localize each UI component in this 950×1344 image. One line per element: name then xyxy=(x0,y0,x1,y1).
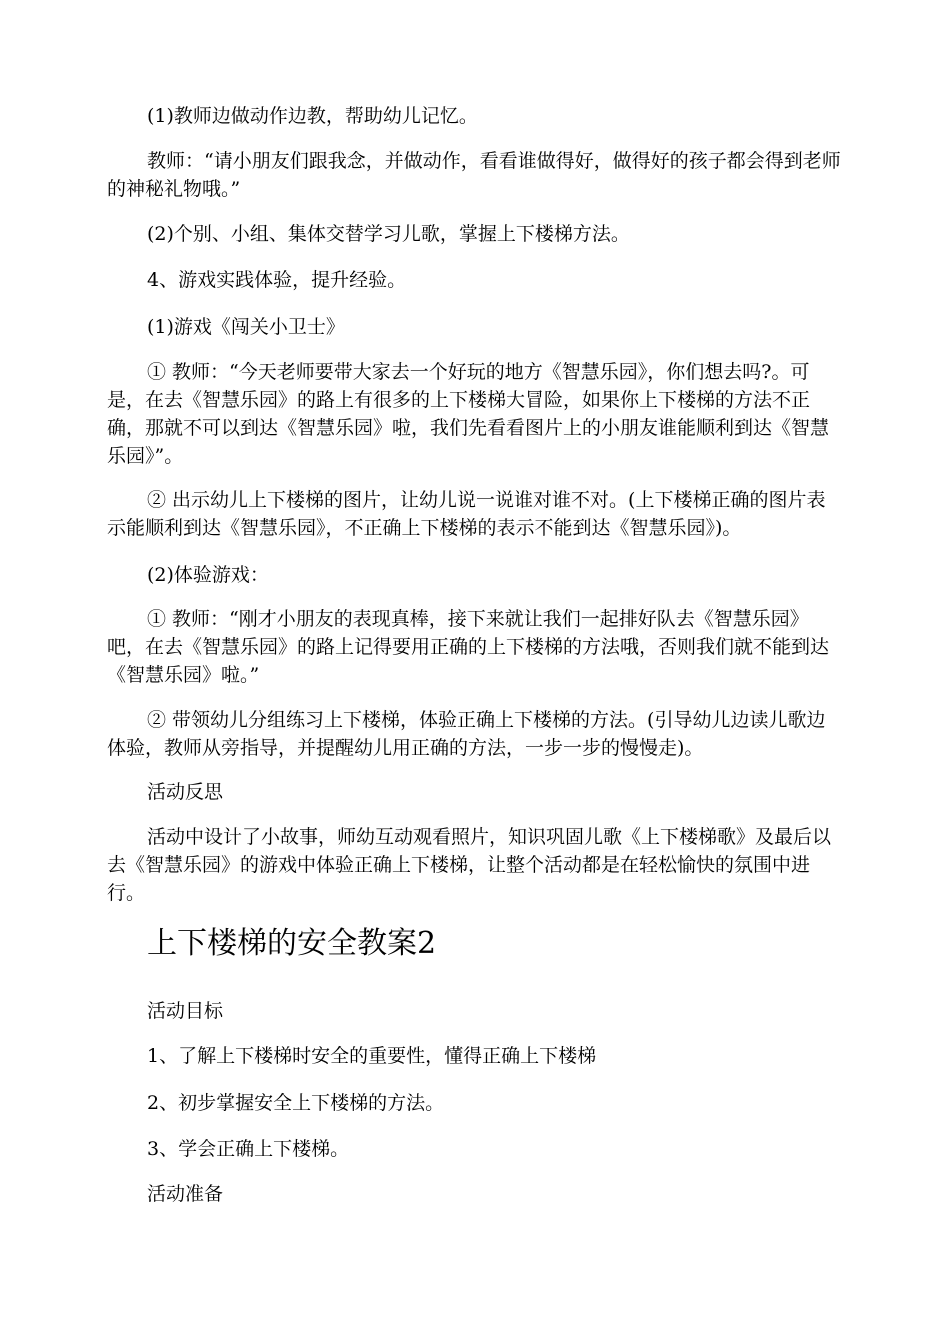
paragraph: 4、游戏实践体验，提升经验。 xyxy=(147,269,407,291)
section-label: 活动目标 xyxy=(147,1000,224,1022)
section-label: 活动准备 xyxy=(147,1183,224,1205)
paragraph: (2)体验游戏： xyxy=(147,564,269,586)
list-item: 2、初步掌握安全上下楼梯的方法。 xyxy=(147,1092,445,1114)
list-item: 1、了解上下楼梯时安全的重要性，懂得正确上下楼梯 xyxy=(147,1045,597,1067)
section-label: 活动反思 xyxy=(147,781,224,803)
paragraph: ② 出示幼儿上下楼梯的图片，让幼儿说一说谁对谁不对。(上下楼梯正确的图片表示能顺利到达《智慧乐园》，不正确上下楼梯的表示不能到达《智慧乐园》)。 xyxy=(107,489,826,539)
paragraph: (1)教师边做动作边教，帮助幼儿记忆。 xyxy=(147,105,478,127)
paragraph: 活动中设计了小故事，师幼互动观看照片，知识巩固儿歌《上下楼梯歌》及最后以去《智慧乐园》的游戏中体验正确上下楼梯，让整个活动都是在轻松愉快的氛围中进行。 xyxy=(107,826,832,904)
paragraph: (2)个别、小组、集体交替学习儿歌，掌握上下楼梯方法。 xyxy=(147,223,630,245)
paragraph: ① 教师：“今天老师要带大家去一个好玩的地方《智慧乐园》，你们想去吗?。可是，在去《智慧乐园》的路上有很多的上下楼梯大冒险，如果你上下楼梯的方法不正确，那就不可以到达《智慧乐园》啦，我们先看看图片上的小朋友谁能顺利到达《智慧乐园》”。 xyxy=(107,361,830,467)
paragraph: ① 教师：“刚才小朋友的表现真棒，接下来就让我们一起排好队去《智慧乐园》吧，在去《智慧乐园》的路上记得要用正确的上下楼梯的方法哦，否则我们就不能到达《智慧乐园》啦。” xyxy=(107,608,830,686)
paragraph: (1)游戏《闯关小卫士》 xyxy=(147,316,345,338)
list-item: 3、学会正确上下楼梯。 xyxy=(147,1138,350,1160)
paragraph: ② 带领幼儿分组练习上下楼梯，体验正确上下楼梯的方法。(引导幼儿边读儿歌边体验，教师从旁指导，并提醒幼儿用正确的方法，一步一步的慢慢走)。 xyxy=(107,709,826,759)
paragraph: 教师：“请小朋友们跟我念，并做动作，看看谁做得好，做得好的孩子都会得到老师的神秘礼物哦。” xyxy=(107,150,841,200)
section-heading: 上下楼梯的安全教案2 xyxy=(147,926,437,961)
